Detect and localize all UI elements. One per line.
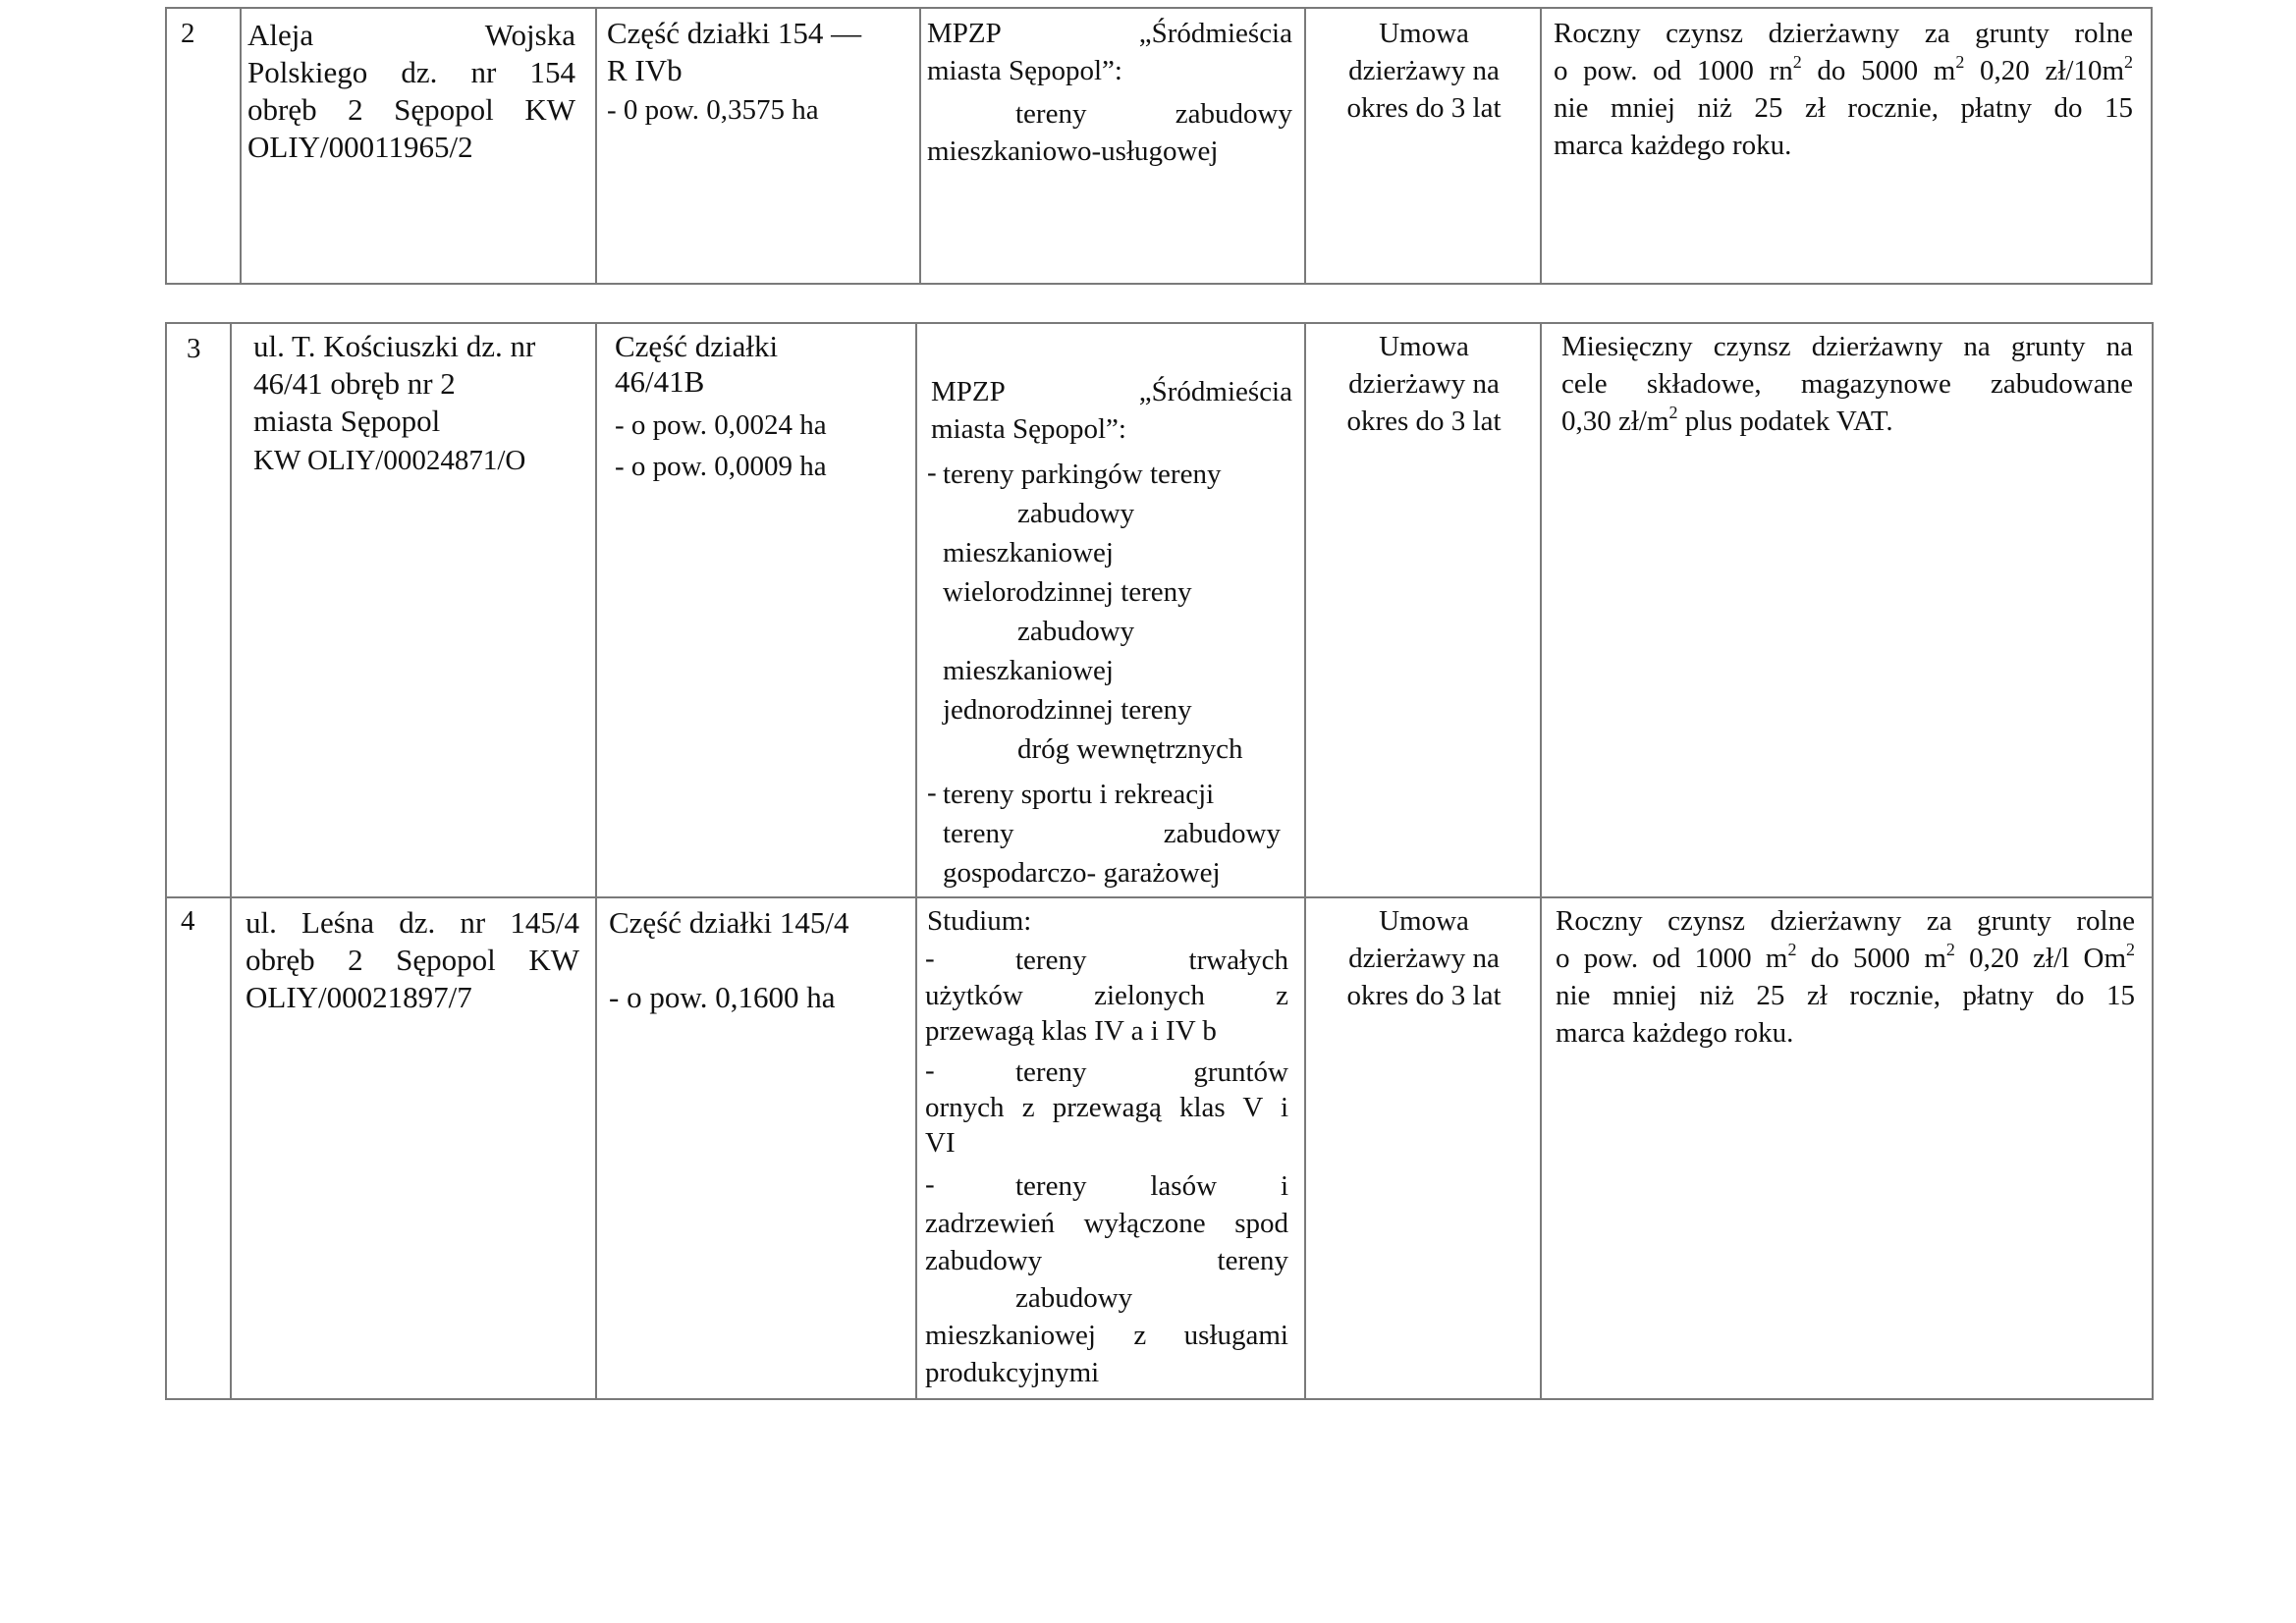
cell-nr [167,9,240,283]
rent-line: cele składowe, magazynowe zabudowane [1561,368,2133,400]
location-line: Aleja Wojska [247,18,575,52]
bullet-dash: - [925,1168,935,1200]
plan-line: tereny lasów i [1015,1170,1288,1202]
plan-line: ornych z przewagą klas V i [925,1092,1288,1123]
plot-line: Część działki 145/4 [609,905,849,940]
table-row [167,896,2152,1400]
plan-line: zabudowy [1017,498,1135,529]
contract-line: okres do 3 lat [1346,92,1502,124]
location-line: ul. T. Kościuszki dz. nr [253,329,536,363]
rent-line: o pow. od 1000 $rn^2$ do 5000 $m^2$ 0,20 $zł/10m^2$ [1554,52,2134,86]
location-line: obręb 2 Sępopol KW [247,92,575,127]
plan-line: Studium: [927,905,1032,937]
plan-line: tereny sportu i rekreacji [943,779,1215,810]
plan-line: tereny trwałych [1015,945,1288,976]
location-line: OLIY/00011965/2 [247,130,473,164]
cell-plot [595,324,915,896]
plot-line: - 0 pow. 0,3575 ha [607,94,819,126]
location-line: obręb 2 Sępopol KW [246,943,579,977]
plot-line: - o pow. 0,0009 ha [615,451,827,482]
plan-line: miasta Sępopol”: [931,413,1126,445]
plan-line: mieszkaniowo-usługowej [927,135,1219,167]
table-row [167,324,2152,896]
row-number: 3 [187,333,201,364]
location-line: 46/41 obręb nr 2 [253,366,456,401]
location-line: miasta Sępopol [253,404,441,438]
contract-line: okres do 3 lat [1346,406,1502,437]
plan-line: zabudowy [1017,616,1135,647]
plan-line: mieszkaniowej [943,537,1114,568]
contract-line: Umowa [1379,905,1469,937]
bullet-dash: - [927,457,937,488]
plan-line: dróg wewnętrznych [1017,733,1243,765]
rent-line: 0,30 $zł/m^2$ plus podatek VAT. [1561,403,1893,437]
plan-line: zadrzewień wyłączone spod [925,1208,1288,1239]
plan-line: tereny zabudowy [1015,98,1292,130]
lease-table-1 [165,7,2153,285]
cell-plot [595,898,915,1400]
plan-line: MPZP „Śródmieścia [931,376,1292,407]
plot-line: Część działki 154 — [607,16,862,50]
cell-rent [1540,9,2151,283]
location-line: KW OLIY/00024871/O [253,445,526,476]
plan-line: tereny gruntów [1015,1056,1288,1088]
contract-line: dzierżawy na [1348,943,1500,974]
plan-line: mieszkaniowej z usługami [925,1320,1288,1351]
cell-plot [595,9,919,283]
plan-line: mieszkaniowej [943,655,1114,686]
cell-contract [1304,9,1540,283]
rent-line: Miesięczny czynsz dzierżawny na grunty na [1561,331,2133,362]
location-line: ul. Leśna dz. nr 145/4 [246,905,579,940]
cell-plan [919,9,1304,283]
plan-line: jednorodzinnej tereny [943,694,1192,726]
plot-line: - o pow. 0,1600 ha [609,980,836,1014]
cell-contract [1304,898,1540,1400]
rent-line: nie mniej niż 25 zł rocznie, płatny do 15 [1556,980,2135,1011]
plot-line: 46/41B [615,364,705,399]
rent-line: Roczny czynsz dzierżawny za grunty rolne [1556,905,2135,937]
bullet-dash: - [925,1055,935,1086]
location-line: Polskiego dz. nr 154 [247,55,575,89]
cell-location [230,324,595,896]
contract-line: dzierżawy na [1348,368,1500,400]
bullet-dash: - [925,943,935,974]
row-number: 2 [181,18,195,49]
location-line: OLIY/00021897/7 [246,980,472,1014]
rent-line: Roczny czynsz dzierżawny za grunty rolne [1554,18,2133,49]
cell-nr [167,324,230,896]
plan-line: tereny zabudowy [943,818,1281,849]
cell-location [240,9,595,283]
plan-line: produkcyjnymi [925,1357,1100,1388]
cell-plan [915,324,1304,896]
rent-line: o pow. od 1000 $m^2$ do 5000 $m^2$ 0,20 zł/l Om$^2$ [1556,940,2135,974]
plan-line: przewagą klas IV a i IV b [925,1015,1217,1047]
rent-line: marca każdego roku. [1554,130,1792,161]
contract-line: Umowa [1379,331,1469,362]
plan-line: VI [925,1127,956,1159]
bullet-dash: - [927,777,937,808]
cell-plan [915,898,1304,1400]
plan-line: miasta Sępopol”: [927,55,1122,86]
cell-contract [1304,324,1540,896]
cell-rent [1540,898,2152,1400]
lease-table-2 [165,322,2154,1400]
plan-line: użytków zielonych z [925,980,1288,1011]
cell-location [230,898,595,1400]
contract-line: dzierżawy na [1348,55,1500,86]
cell-nr [167,898,230,1400]
plan-line: zabudowy [1015,1282,1133,1314]
plot-line: Część działki [615,329,779,363]
plot-line: R IVb [607,53,683,87]
plot-line: - o pow. 0,0024 ha [615,409,827,441]
plan-line: MPZP „Śródmieścia [927,18,1292,49]
plan-line: gospodarczo- garażowej [943,857,1221,889]
plan-line: zabudowy tereny [925,1245,1288,1276]
contract-line: Umowa [1379,18,1469,49]
rent-line: nie mniej niż 25 zł rocznie, płatny do 15 [1554,92,2133,124]
plan-line: tereny parkingów tereny [943,459,1222,490]
contract-line: okres do 3 lat [1346,980,1502,1011]
cell-rent [1540,324,2152,896]
rent-line: marca każdego roku. [1556,1017,1794,1049]
plan-line: wielorodzinnej tereny [943,576,1192,608]
row-number: 4 [181,905,195,937]
